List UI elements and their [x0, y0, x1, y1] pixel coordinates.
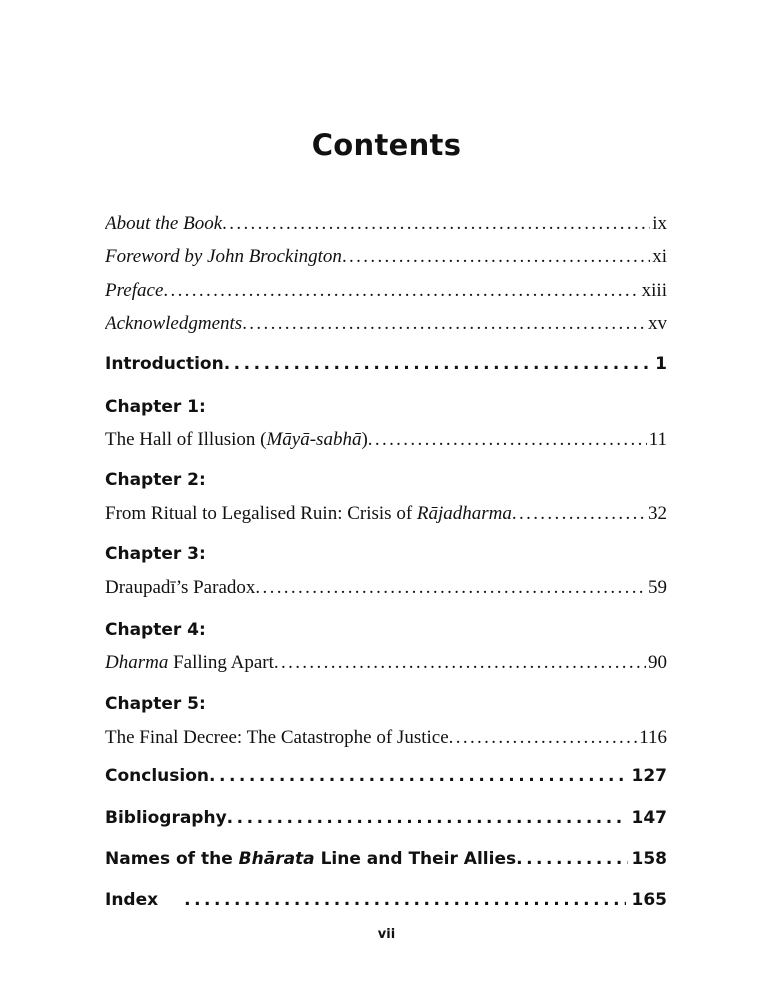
entry-title: Conclusion: [105, 766, 209, 786]
dot-leader: [274, 652, 646, 674]
toc-entry-conclusion[interactable]: [105, 766, 667, 786]
toc-entry-acknowledgments[interactable]: [105, 313, 667, 335]
entry-title: About the Book: [105, 213, 223, 234]
entry-title: Foreword by John Brockington: [105, 246, 342, 267]
entry-page: xiii: [641, 280, 667, 301]
chapter-label: Chapter 1:: [105, 397, 206, 417]
entry-page: 11: [648, 429, 667, 450]
entry-page: 59: [648, 577, 667, 598]
entry-title: From Ritual to Legalised Ruin: Crisis of Rājadharma: [105, 503, 512, 524]
entry-title: Dharma Falling Apart: [105, 652, 274, 673]
entry-title: Names of the Bhārata Line and Their Allies: [105, 849, 517, 869]
dot-leader: [163, 280, 639, 302]
table-of-contents: [105, 0, 667, 1000]
toc-entry-chapter-2[interactable]: [105, 503, 667, 525]
entry-page: xi: [652, 246, 667, 267]
entry-title: Bibliography: [105, 808, 227, 828]
entry-title: Draupadī’s Paradox: [105, 577, 256, 598]
dot-leader: [342, 246, 650, 268]
dot-leader: [368, 429, 647, 451]
chapter-label: Chapter 2:: [105, 470, 206, 490]
entry-title: Introduction: [105, 354, 224, 374]
dot-leader: [449, 727, 638, 749]
toc-entry-names-of-bharata-line[interactable]: [105, 849, 667, 869]
chapter-label: Chapter 3:: [105, 544, 206, 564]
page-number: vii: [377, 927, 396, 942]
dot-leader: [222, 213, 650, 235]
toc-entry-chapter-5[interactable]: [105, 727, 667, 749]
entry-title: The Final Decree: The Catastrophe of Justice: [105, 727, 449, 748]
dot-leader: [224, 354, 653, 374]
dot-leader: [512, 503, 646, 525]
toc-entry-bibliography[interactable]: [105, 808, 667, 828]
entry-title: Preface: [105, 280, 164, 301]
dot-leader: [184, 890, 625, 910]
chapter-label: Chapter 4:: [105, 620, 206, 640]
entry-page: 90: [648, 652, 667, 673]
dot-leader: [255, 577, 646, 599]
entry-page: 165: [631, 890, 667, 910]
entry-page: 127: [631, 766, 667, 786]
page-title: Contents: [311, 128, 462, 162]
entry-title: Index: [105, 890, 159, 910]
toc-entry-chapter-4[interactable]: [105, 652, 667, 674]
entry-page: xv: [648, 313, 667, 334]
dot-leader: [227, 808, 626, 828]
toc-entry-chapter-1[interactable]: [105, 429, 667, 451]
dot-leader: [209, 766, 626, 786]
toc-entry-chapter-3[interactable]: [105, 577, 667, 599]
dot-leader: [242, 313, 646, 335]
entry-page: 1: [655, 354, 667, 374]
entry-title: Acknowledgments: [105, 313, 243, 334]
toc-entry-foreword[interactable]: [105, 246, 667, 268]
entry-title: The Hall of Illusion (Māyā-sabhā): [105, 429, 368, 450]
entry-page: 116: [639, 727, 667, 748]
chapter-label: Chapter 5:: [105, 694, 206, 714]
entry-page: 158: [631, 849, 667, 869]
toc-entry-index[interactable]: [105, 890, 667, 910]
toc-entry-introduction[interactable]: [105, 354, 667, 374]
entry-page: 147: [631, 808, 667, 828]
dot-leader: [516, 849, 627, 869]
toc-entry-preface[interactable]: [105, 280, 667, 302]
entry-page: ix: [652, 213, 667, 234]
toc-entry-about-the-book[interactable]: [105, 213, 667, 235]
entry-page: 32: [648, 503, 667, 524]
